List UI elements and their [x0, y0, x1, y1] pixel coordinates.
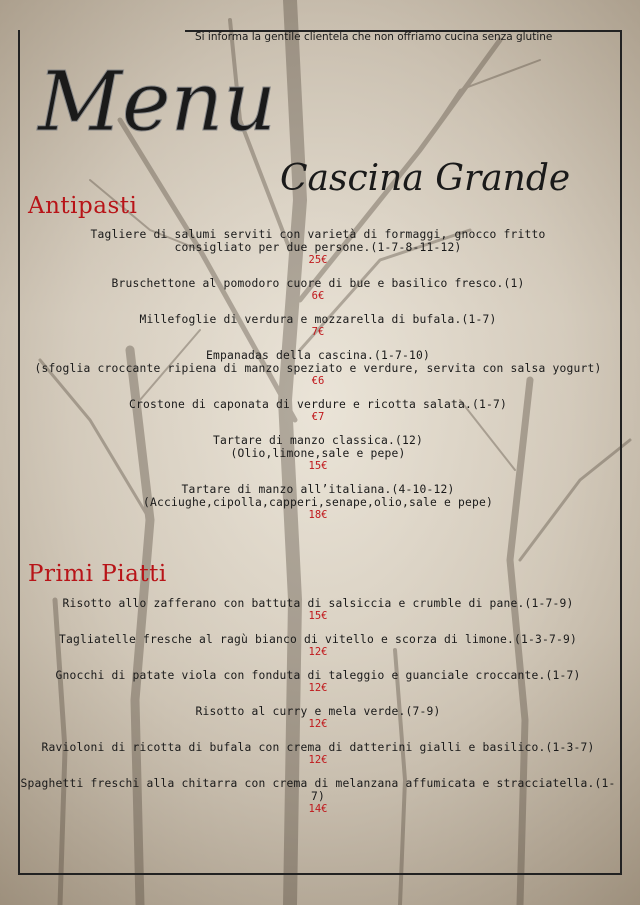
menu-item [18, 669, 618, 695]
item-price: 12€ [308, 718, 328, 730]
section-title-antipasti: Antipasti [28, 193, 138, 219]
item-price: €6 [311, 375, 325, 387]
item-name: Tagliere di salumi serviti con varietà di formaggi, gnocco fritto consigliato per due persone.(1-7-8-11-12) [90, 228, 546, 254]
menu-item [18, 277, 618, 303]
menu-item [18, 777, 618, 816]
item-price: 18€ [308, 509, 328, 521]
item-name: Millefoglie di verdura e mozzarella di bufala.(1-7) [139, 313, 497, 326]
menu-item [18, 597, 618, 623]
menu-item [18, 483, 618, 522]
item-name: Empanadas della cascina.(1-7-10) (sfoglia croccante ripiena di manzo speziato e verdure, servita con salsa yogurt) [34, 349, 602, 375]
menu-item [18, 398, 618, 424]
item-name: Tartare di manzo classica.(12) (Olio,limone,sale e pepe) [212, 434, 424, 460]
item-name: Ravioloni di ricotta di bufala con crema di datterini gialli e basilico.(1-3-7) [41, 741, 595, 754]
item-name: Risotto allo zafferano con battuta di salsiccia e crumble di pane.(1-7-9) [62, 597, 574, 610]
item-price: 14€ [308, 803, 328, 815]
menu-item [18, 741, 618, 767]
gluten-notice: Si informa la gentile clientela che non offriamo cucina senza glutine [195, 31, 553, 43]
menu-item [18, 434, 618, 473]
item-price: 12€ [308, 754, 328, 766]
primi-list [18, 597, 618, 826]
menu-logo [30, 30, 610, 210]
menu-item [18, 633, 618, 659]
item-name: Tartare di manzo all’italiana.(4-10-12) (Acciughe,cipolla,capperi,senape,olio,sale e pepe) [142, 483, 494, 509]
item-name: Spaghetti freschi alla chitarra con crema di melanzana affumicata e stracciatella.(1-7) [20, 777, 616, 803]
antipasti-list [18, 228, 618, 532]
menu-item [18, 349, 618, 388]
section-title-primi: Primi Piatti [28, 561, 167, 587]
menu-item [18, 228, 618, 267]
item-price: 25€ [308, 254, 328, 266]
menu-item [18, 313, 618, 339]
item-price: 15€ [308, 460, 328, 472]
item-name: Bruschettone al pomodoro cuore di bue e basilico fresco.(1) [111, 277, 525, 290]
item-price: €7 [311, 411, 325, 423]
item-price: 6€ [311, 290, 325, 302]
item-name: Tagliatelle fresche al ragù bianco di vitello e scorza di limone.(1-3-7-9) [58, 633, 578, 646]
item-price: 12€ [308, 646, 328, 658]
menu-item [18, 705, 618, 731]
logo-subtitle: Cascina Grande [280, 158, 571, 199]
item-price: 7€ [311, 326, 325, 338]
item-name: Gnocchi di patate viola con fonduta di taleggio e guanciale croccante.(1-7) [55, 669, 581, 682]
item-name: Risotto al curry e mela verde.(7-9) [195, 705, 441, 718]
item-name: Crostone di caponata di verdure e ricotta salata.(1-7) [128, 398, 508, 411]
logo-title: Menu [38, 55, 277, 150]
item-price: 15€ [308, 610, 328, 622]
item-price: 12€ [308, 682, 328, 694]
